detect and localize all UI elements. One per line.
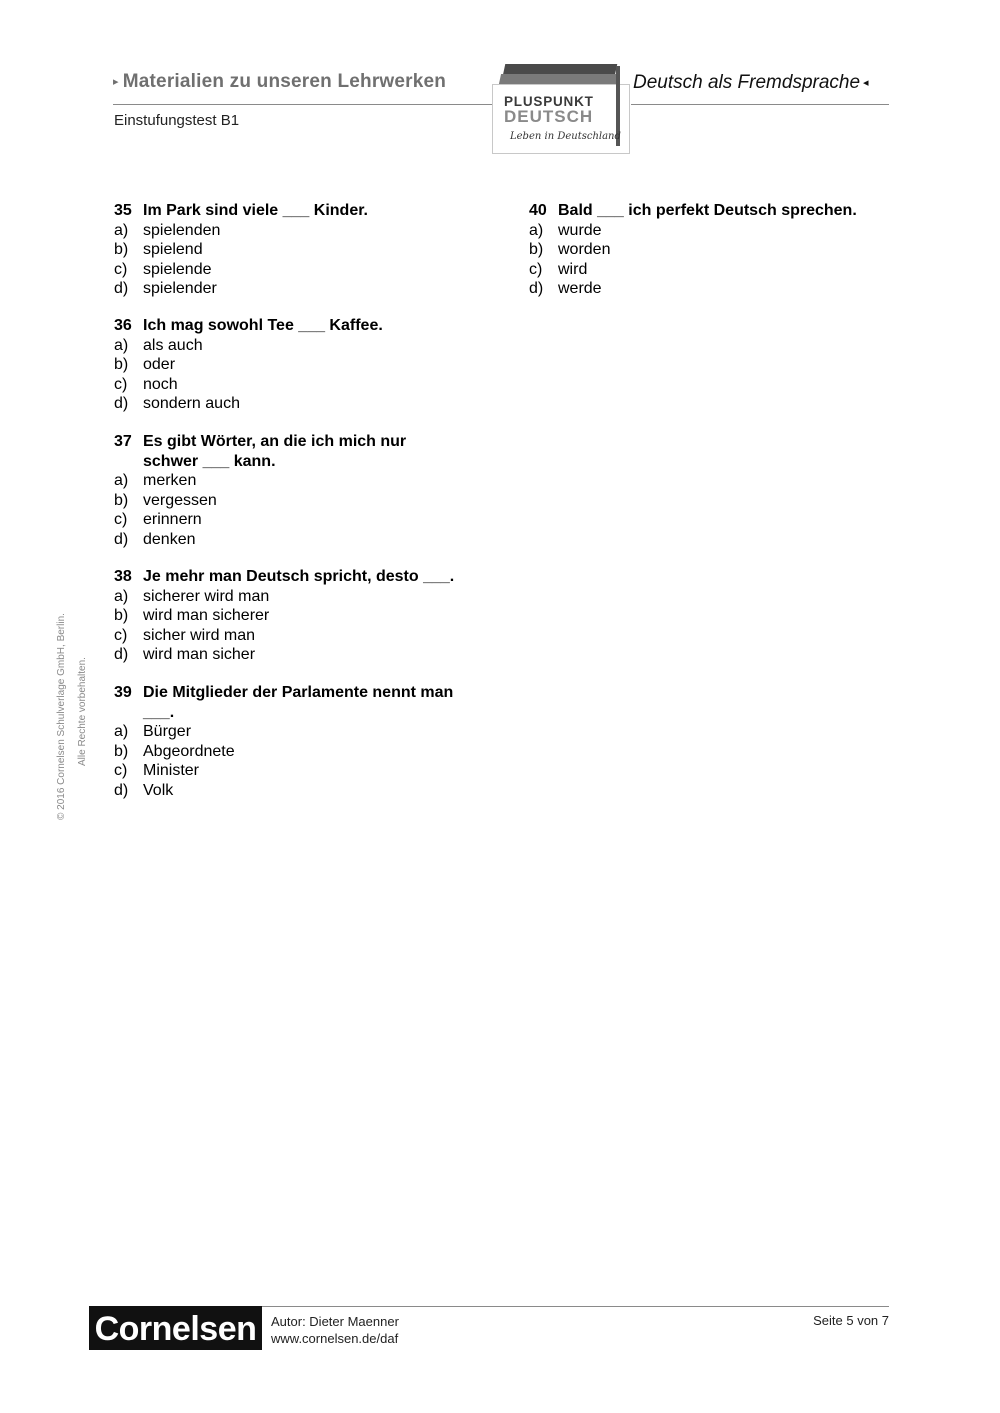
answer-option[interactable] <box>114 240 484 260</box>
answer-option[interactable] <box>114 606 484 626</box>
question-number: 35 <box>114 202 132 219</box>
triangle-left-icon: ◂ <box>863 77 869 89</box>
answer-option[interactable] <box>114 626 484 646</box>
answer-option[interactable] <box>114 491 454 511</box>
cornelsen-logo: Cornelsen <box>89 1306 262 1350</box>
answer-option[interactable] <box>114 260 484 280</box>
option-text: vergessen <box>143 491 217 509</box>
option-label: c) <box>529 260 543 278</box>
answer-option[interactable] <box>114 336 484 356</box>
logo-stripe-light <box>499 74 619 84</box>
option-text: sondern auch <box>143 395 240 412</box>
option-label: c) <box>114 260 128 278</box>
option-text: denken <box>143 530 196 548</box>
option-label: a) <box>114 587 129 605</box>
question-heading <box>114 432 454 471</box>
logo-line-3: Leben in Deutschland <box>510 131 621 142</box>
option-label: c) <box>114 511 128 528</box>
option-text: sicherer wird man <box>143 587 270 605</box>
answer-option[interactable] <box>114 510 454 530</box>
header-right-title <box>633 72 869 94</box>
question-text: Es gibt Wörter, an die ich mich nur schwer ___ kann. <box>143 433 407 470</box>
option-label: d) <box>114 781 129 799</box>
answer-option[interactable] <box>114 530 454 550</box>
question-number: 38 <box>114 568 132 585</box>
option-label: d) <box>114 395 129 412</box>
option-text: spielender <box>143 280 217 297</box>
logo-line-2: DEUTSCH <box>504 107 594 126</box>
option-text: spielenden <box>143 221 221 239</box>
answer-option[interactable] <box>114 279 484 299</box>
answer-option[interactable] <box>114 587 484 607</box>
page-number: Seite 5 von 7 <box>813 1313 889 1328</box>
header-divider-left <box>113 104 493 105</box>
option-text: Abgeordnete <box>143 742 235 760</box>
answer-option[interactable] <box>114 355 484 375</box>
option-label: c) <box>114 626 128 644</box>
option-label: b) <box>529 241 544 258</box>
footer-divider <box>262 1306 889 1307</box>
option-text: sicher wird man <box>143 626 256 644</box>
option-label: b) <box>114 241 129 258</box>
option-label: d) <box>529 280 544 297</box>
pluspunkt-deutsch-logo <box>492 62 630 154</box>
option-text: Volk <box>143 781 174 799</box>
option-label: c) <box>114 375 128 393</box>
question-number: 36 <box>114 317 132 334</box>
option-text: oder <box>143 356 176 373</box>
option-label: a) <box>529 221 544 239</box>
option-text: worden <box>558 241 611 258</box>
option-label: b) <box>114 356 129 373</box>
option-text: Bürger <box>143 723 192 740</box>
answer-option[interactable] <box>114 645 484 665</box>
copyright-line-1: © 2016 Cornelsen Schulverlage GmbH, Berlin. <box>56 613 67 820</box>
option-label: b) <box>114 491 129 509</box>
header-right-title-text: Deutsch als Fremdsprache <box>633 72 861 93</box>
answer-option[interactable] <box>114 471 454 491</box>
copyright-line-2: Alle Rechte vorbehalten. <box>77 657 88 766</box>
option-text: noch <box>143 375 178 393</box>
option-text: spielend <box>143 241 203 258</box>
option-label: a) <box>114 336 129 354</box>
question-heading <box>114 567 484 587</box>
question-heading <box>529 201 899 221</box>
question-text: Im Park sind viele ___ Kinder. <box>143 202 368 219</box>
option-text: spielende <box>143 260 212 278</box>
option-label: a) <box>114 221 129 239</box>
question-text: Je mehr man Deutsch spricht, desto ___. <box>143 568 455 585</box>
footer-author-block <box>271 1313 399 1347</box>
option-label: b) <box>114 607 129 624</box>
answer-option[interactable] <box>114 722 474 742</box>
question-39 <box>114 683 474 800</box>
answer-option[interactable] <box>529 279 899 299</box>
footer-url[interactable]: www.cornelsen.de/daf <box>271 1331 399 1346</box>
document-subtitle: Einstufungstest B1 <box>114 112 240 129</box>
option-text: erinnern <box>143 511 202 528</box>
question-text: Bald ___ ich perfekt Deutsch sprechen. <box>558 202 857 219</box>
answer-option[interactable] <box>114 221 484 241</box>
answer-option[interactable] <box>114 375 484 395</box>
answer-option[interactable] <box>114 742 474 762</box>
footer-author: Autor: Dieter Maenner <box>271 1314 399 1329</box>
answer-option[interactable] <box>529 240 899 260</box>
answer-option[interactable] <box>529 260 899 280</box>
answer-option[interactable] <box>114 394 484 414</box>
option-label: a) <box>114 472 129 489</box>
question-heading <box>114 316 484 336</box>
option-text: wird <box>558 260 588 278</box>
option-label: c) <box>114 762 128 779</box>
question-heading <box>114 201 484 221</box>
header-divider-right <box>631 104 889 105</box>
option-label: d) <box>114 280 129 297</box>
header-left-title <box>113 71 446 93</box>
question-text: Die Mitglieder der Parlamente nennt man ___. <box>143 684 454 721</box>
question-number: 39 <box>114 684 132 701</box>
question-heading <box>114 683 474 722</box>
option-label: d) <box>114 530 129 548</box>
question-number: 37 <box>114 433 132 450</box>
logo-line-1: PLUSPUNKT <box>504 94 594 109</box>
answer-option[interactable] <box>114 761 474 781</box>
question-text: Ich mag sowohl Tee ___ Kaffee. <box>143 317 383 334</box>
question-37 <box>114 432 454 549</box>
option-label: a) <box>114 723 129 740</box>
header-left-title-text: Materialien zu unseren Lehrwerken <box>122 71 447 92</box>
question-number: 40 <box>529 202 547 219</box>
option-text: wurde <box>558 221 602 239</box>
question-40 <box>529 201 899 299</box>
question-36 <box>114 316 484 414</box>
triangle-right-icon: ▸ <box>113 76 119 88</box>
option-text: Minister <box>143 762 200 779</box>
option-text: werde <box>558 280 602 297</box>
answer-option[interactable] <box>529 221 899 241</box>
option-text: wird man sicherer <box>143 607 270 624</box>
option-text: merken <box>143 472 197 489</box>
option-label: d) <box>114 646 129 663</box>
option-text: als auch <box>143 336 203 354</box>
option-label: b) <box>114 742 129 760</box>
question-38 <box>114 567 484 665</box>
question-35 <box>114 201 484 299</box>
option-text: wird man sicher <box>143 646 256 663</box>
answer-option[interactable] <box>114 781 474 801</box>
